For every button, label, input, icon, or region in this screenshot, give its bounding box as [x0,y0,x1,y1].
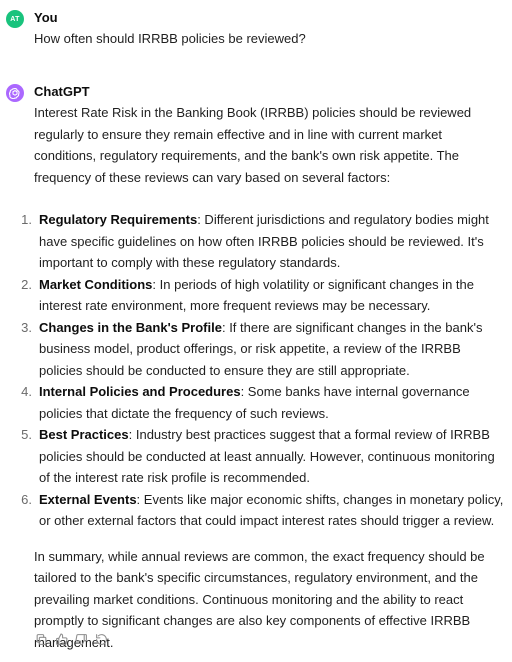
list-item [14,424,506,489]
copy-icon [35,633,48,646]
regenerate-icon [95,633,108,646]
thumbs-down-icon [75,633,88,646]
list-number: 2. [21,276,32,292]
list-item-title: Changes in the Bank's Profile [39,319,222,335]
response-intro: Interest Rate Risk in the Banking Book (IRRBB) policies should be reviewed regularly to ensure they remain effective and in line with current market conditions, regulatory requirements, and the bank's own risk appetite. The frequency of these reviews can vary based on several factors: [34,105,472,185]
response-summary: In summary, while annual reviews are common, the exact frequency should be tailored to the bank's specific circumstances, regulatory environment, and the prevailing market conditions. Continuous monitoring and the ability to react promptly to significant changes are also key components of effective IRRBB management. [34,548,485,650]
user-message-text [34,28,506,50]
list-item-title: Best Practices [39,427,129,442]
list-item [14,209,506,274]
user-initials: AT [10,15,20,23]
list-item-text: : In periods of high volatility or significant changes in the interest rate environment, more frequent reviews may be necessary. [39,276,474,313]
list-number: 5. [21,427,32,442]
list-number: 1. [21,212,32,227]
message-actions [34,632,108,646]
thumbs-up-icon [55,633,68,646]
user-avatar [6,10,24,28]
list-item-title: Regulatory Requirements [39,212,198,227]
regenerate-button[interactable] [94,632,108,646]
list-item-text: : If there are significant changes in the bank's business model, product offerings, or risk appetite, a review of the IRRBB policies should be conducted to ensure they are still appropriate. [39,319,483,378]
list-item [14,381,506,424]
list-number: 6. [21,491,32,507]
list-number: 4. [21,384,32,399]
list-number: 3. [21,319,32,335]
list-item [14,489,506,532]
list-item-title: External Events [39,491,137,507]
thumbs-down-button[interactable] [74,632,88,646]
list-item [14,274,506,317]
list-item-text: : Different jurisdictions and regulatory bodies might have specific guidelines on how often IRRBB policies should be reviewed. It's important to comply with these regulatory standards. [39,212,489,270]
assistant-response [21,102,506,653]
thumbs-up-button[interactable] [54,632,68,646]
user-question: How often should IRRBB policies be reviewed? [34,31,306,46]
list-item-text: : Some banks have internal governance policies that dictate the frequency of such reviews. [39,384,470,421]
copy-button[interactable] [34,632,48,646]
list-item-title: Internal Policies and Procedures [39,384,241,399]
list-item-text: : Events like major economic shifts, changes in monetary policy, or other external factors that could impact interest rates should trigger a review. [39,491,504,528]
list-item-text: : Industry best practices suggest that a formal review of IRRBB policies should be conducted at least annually. However, continuous monitoring of the interest rate risk profile is recommended. [39,427,495,485]
chatgpt-logo-icon [6,84,24,102]
list-item [14,317,506,382]
factor-list [14,209,506,532]
assistant-author-name: ChatGPT [34,84,90,99]
list-item-title: Market Conditions [39,276,153,292]
user-author-name: You [34,10,58,25]
